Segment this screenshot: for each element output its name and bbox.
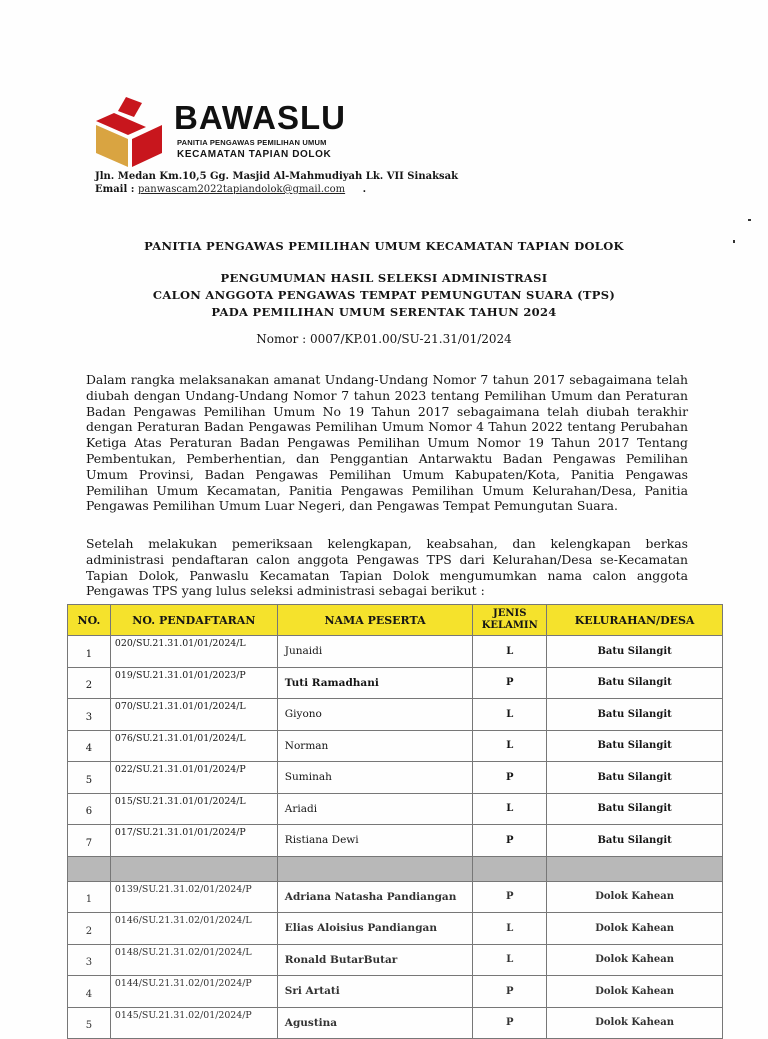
table-header-row: [68, 605, 723, 636]
cell-registration: 015/SU.21.31.01/01/2024/L: [110, 793, 277, 825]
email-label: Email :: [95, 184, 135, 195]
header-name: NAMA PESERTA: [277, 605, 472, 636]
announcement-subtitle-1: CALON ANGGOTA PENGAWAS TEMPAT PEMUNGUTAN SUARA (TPS): [152, 288, 616, 302]
cell-gender: L: [473, 913, 547, 945]
cell-registration: 017/SU.21.31.01/01/2024/P: [110, 825, 277, 857]
table-row: [68, 1007, 723, 1039]
table-row: [68, 636, 723, 668]
brand-name: BAWASLU: [174, 99, 346, 136]
cell-gender: L: [473, 793, 547, 825]
cell-name: Ariadi: [277, 793, 472, 825]
separator-cell: [277, 856, 472, 881]
table-row: [68, 881, 723, 913]
table-row: [68, 976, 723, 1008]
intro-paragraph: Dalam rangka melaksanakan amanat Undang-Undang Nomor 7 tahun 2017 sebagaimana telah diubah dengan Undang-Undang Nomor 7 tahun 2023 tentang Pemilihan Umum dan Peraturan Badan Pengawas Pemilihan Umum No 19 Tahun 2017 sebagaimana telah diubah terakhir dengan Peraturan Badan Pengawas Pemilihan Umum Nomor 4 Tahun 2022 tentang Perubahan Ketiga Atas Peraturan Badan Pengawas Pemilihan Umum Nomor 19 Tahun 2017 Tentang Pembentukan, Pemberhentian, dan Penggantian Antarwaktu Badan Pengawas Pemilihan Umum Provinsi, Badan Pengawas Pemilihan Umum Kabupaten/Kota, Panitia Pengawas Pemilihan Umum Kecamatan, Panitia Pengawas Pemilihan Umum Kelurahan/Desa, Panitia Pengawas Pemilihan Umum Luar Negeri, dan Pengawas Tempat Pemungutan Suara.: [86, 372, 688, 514]
table-row: [68, 913, 723, 945]
cell-registration: 070/SU.21.31.01/01/2024/L: [110, 699, 277, 731]
cell-no: 1: [68, 636, 111, 668]
cell-no: 4: [68, 730, 111, 762]
cell-name: Ronald ButarButar: [277, 944, 472, 976]
cell-name: Elias Aloisius Pandiangan: [277, 913, 472, 945]
cell-name: Giyono: [277, 699, 472, 731]
cell-registration: 0145/SU.21.31.02/01/2024/P: [110, 1007, 277, 1039]
cell-no: 5: [68, 762, 111, 794]
cell-gender: P: [473, 1007, 547, 1039]
cell-gender: P: [473, 976, 547, 1008]
brand-district: KECAMATAN TAPIAN DOLOK: [177, 149, 332, 160]
cell-name: Adriana Natasha Pandiangan: [277, 881, 472, 913]
cell-name: Agustina: [277, 1007, 472, 1039]
email-suffix: .: [362, 184, 367, 195]
address: Jln. Medan Km.10,5 Gg. Masjid Al-Mahmudiyah Lk. VII Sinaksak: [95, 171, 459, 182]
announcement-subtitle-2: PADA PEMILIHAN UMUM SERENTAK TAHUN 2024: [211, 305, 557, 319]
table-row: [68, 944, 723, 976]
cell-gender: P: [473, 825, 547, 857]
cell-name: Sri Artati: [277, 976, 472, 1008]
cell-village: Batu Silangit: [547, 667, 723, 699]
cell-no: 6: [68, 793, 111, 825]
table-row: [68, 730, 723, 762]
cell-gender: L: [473, 944, 547, 976]
cell-village: Dolok Kahean: [547, 913, 723, 945]
header-village: KELURAHAN/DESA: [547, 605, 723, 636]
table-row: [68, 762, 723, 794]
announcement-title: PENGUMUMAN HASIL SELEKSI ADMINISTRASI: [220, 271, 548, 285]
cell-village: Dolok Kahean: [547, 976, 723, 1008]
cell-registration: 0148/SU.21.31.02/01/2024/L: [110, 944, 277, 976]
cell-no: 1: [68, 881, 111, 913]
cell-village: Dolok Kahean: [547, 881, 723, 913]
org-heading: PANITIA PENGAWAS PEMILIHAN UMUM KECAMATAN TAPIAN DOLOK: [144, 239, 624, 253]
scan-speck: [748, 219, 751, 221]
cell-name: Junaidi: [277, 636, 472, 668]
cell-no: 2: [68, 913, 111, 945]
document-number: Nomor : 0007/KP.01.00/SU-21.31/01/2024: [256, 332, 512, 346]
cell-village: Batu Silangit: [547, 825, 723, 857]
cell-no: 3: [68, 944, 111, 976]
cell-name: Tuti Ramadhani: [277, 667, 472, 699]
cell-gender: P: [473, 881, 547, 913]
cell-registration: 019/SU.21.31.01/01/2023/P: [110, 667, 277, 699]
header-registration: NO. PENDAFTARAN: [110, 605, 277, 636]
cell-village: Dolok Kahean: [547, 1007, 723, 1039]
results-table: [67, 604, 723, 1039]
cell-registration: 076/SU.21.31.01/01/2024/L: [110, 730, 277, 762]
table-row: [68, 667, 723, 699]
separator-cell: [110, 856, 277, 881]
table-row: [68, 825, 723, 857]
cell-registration: 0139/SU.21.31.02/01/2024/P: [110, 881, 277, 913]
bawaslu-logo: [92, 95, 166, 169]
cell-no: 7: [68, 825, 111, 857]
cell-gender: L: [473, 636, 547, 668]
announcement-paragraph: Setelah melakukan pemeriksaan kelengkapan, keabsahan, dan kelengkapan berkas administrasi pendaftaran calon anggota Pengawas TPS dari Kelurahan/Desa se-Kecamatan Tapian Dolok, Panwaslu Kecamatan Tapian Dolok mengumumkan nama calon anggota Pengawas TPS yang lulus seleksi administrasi sebagai berikut :: [86, 536, 688, 599]
cell-registration: 0146/SU.21.31.02/01/2024/L: [110, 913, 277, 945]
cell-village: Batu Silangit: [547, 730, 723, 762]
table-row: [68, 793, 723, 825]
cell-gender: L: [473, 699, 547, 731]
cell-registration: 020/SU.21.31.01/01/2024/L: [110, 636, 277, 668]
email-line: [95, 184, 366, 195]
table-separator-row: [68, 856, 723, 881]
cell-village: Batu Silangit: [547, 636, 723, 668]
cell-village: Batu Silangit: [547, 699, 723, 731]
cell-village: Batu Silangit: [547, 762, 723, 794]
cell-no: 2: [68, 667, 111, 699]
cell-name: Ristiana Dewi: [277, 825, 472, 857]
cell-name: Suminah: [277, 762, 472, 794]
separator-cell: [473, 856, 547, 881]
cell-no: 3: [68, 699, 111, 731]
table-row: [68, 699, 723, 731]
cell-no: 4: [68, 976, 111, 1008]
cell-no: 5: [68, 1007, 111, 1039]
cell-village: Dolok Kahean: [547, 944, 723, 976]
header-gender: JENIS KELAMIN: [473, 605, 547, 636]
brand-subtitle: PANITIA PENGAWAS PEMILIHAN UMUM: [177, 138, 327, 147]
cell-gender: P: [473, 762, 547, 794]
cell-registration: 0144/SU.21.31.02/01/2024/P: [110, 976, 277, 1008]
cell-village: Batu Silangit: [547, 793, 723, 825]
separator-cell: [68, 856, 111, 881]
cell-gender: L: [473, 730, 547, 762]
email-link[interactable]: panwascam2022tapiandolok@gmail.com: [137, 184, 346, 195]
cell-gender: P: [473, 667, 547, 699]
separator-cell: [547, 856, 723, 881]
cell-name: Norman: [277, 730, 472, 762]
header-no: NO.: [68, 605, 111, 636]
cell-registration: 022/SU.21.31.01/01/2024/P: [110, 762, 277, 794]
